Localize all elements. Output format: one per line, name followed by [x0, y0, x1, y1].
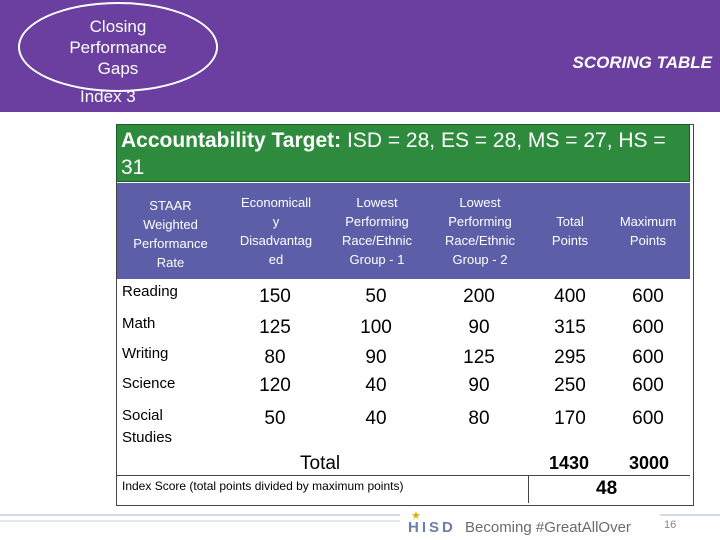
cell-reading-total: 400	[554, 286, 586, 307]
cell-social-econ: 50	[264, 408, 286, 429]
cell-social-group2: 80	[468, 408, 490, 429]
cell-science-econ: 120	[259, 375, 291, 396]
cell-social-total: 170	[554, 408, 586, 429]
cell-science-max: 600	[632, 375, 664, 396]
slide-title: SCORING TABLE	[572, 53, 712, 72]
column-header-max: Maximum Points	[619, 214, 677, 248]
row-label-math: Math	[122, 315, 156, 332]
cell-writing-econ: 80	[264, 347, 286, 368]
cell-reading-group1: 50	[365, 286, 387, 307]
footer-divider	[0, 514, 400, 516]
column-header-total: Total Points	[551, 214, 589, 248]
cell-writing-max: 600	[632, 347, 664, 368]
page-number: 16	[664, 519, 677, 531]
cell-reading-max: 600	[632, 286, 664, 307]
section-badge: Closing Performance Gaps	[18, 2, 218, 92]
footer-divider	[0, 520, 400, 522]
total-label: Total	[300, 453, 341, 474]
cell-writing-total: 295	[554, 347, 586, 368]
column-header-econ: Economicall y Disadvantag ed	[239, 195, 313, 267]
cell-science-group2: 90	[468, 375, 490, 396]
row-label-social-studies: Social Studies	[122, 407, 173, 446]
target-values: ISD = 28, ES = 28, MS = 27, HS = 31	[121, 129, 666, 179]
cell-math-max: 600	[632, 317, 664, 338]
star-icon: ★	[411, 510, 421, 522]
cell-reading-group2: 200	[463, 286, 495, 307]
cell-math-group1: 100	[360, 317, 392, 338]
index-score-value: 48	[596, 478, 618, 499]
column-header-staar: STAAR Weighted Performance Rate	[133, 198, 208, 270]
column-header-group1: Lowest Performing Race/Ethnic Group - 1	[341, 195, 413, 267]
footer-divider	[660, 514, 720, 516]
cell-social-max: 600	[632, 408, 664, 429]
cell-reading-econ: 150	[259, 286, 291, 307]
row-label-reading: Reading	[122, 283, 178, 300]
index-label: Index 3	[80, 87, 136, 106]
cell-social-group1: 40	[365, 408, 387, 429]
row-label-science: Science	[122, 375, 176, 392]
cell-math-econ: 125	[259, 317, 291, 338]
accountability-target	[116, 124, 690, 182]
total-max-value: 3000	[628, 453, 670, 473]
cell-math-group2: 90	[468, 317, 490, 338]
cell-math-total: 315	[554, 317, 586, 338]
cell-writing-group2: 125	[463, 347, 495, 368]
index-score-label: Index Score (total points divided by maximum points)	[122, 479, 404, 493]
cell-writing-group1: 90	[365, 347, 387, 368]
footer-tagline: Becoming #GreatAllOver	[465, 519, 631, 536]
row-label-writing: Writing	[122, 345, 169, 362]
cell-science-group1: 40	[365, 375, 387, 396]
total-points-value: 1430	[548, 453, 590, 473]
cell-science-total: 250	[554, 375, 586, 396]
brand-logo: HISD	[408, 519, 456, 536]
column-header-group2: Lowest Performing Race/Ethnic Group - 2	[444, 195, 516, 267]
target-label: Accountability Target:	[121, 129, 342, 152]
